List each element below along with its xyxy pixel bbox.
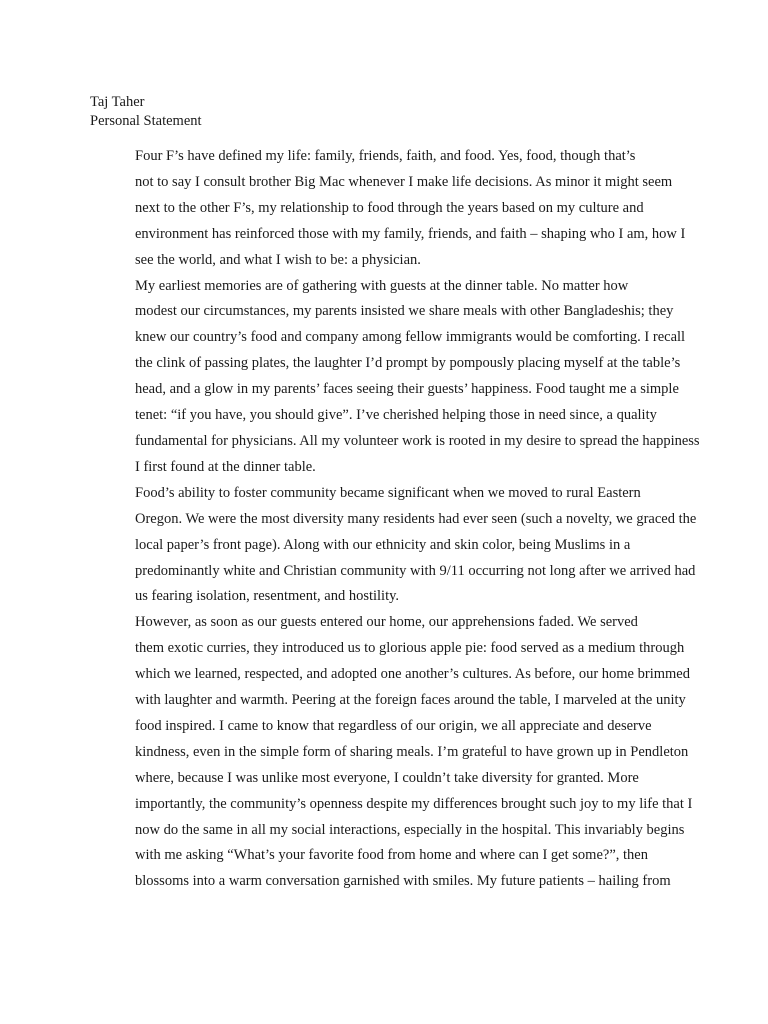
paragraph-line: us fearing isolation, resentment, and hostility. xyxy=(135,588,400,605)
paragraph-line: next to the other F’s, my relationship to food through the years based on my culture and xyxy=(135,199,644,216)
document-header xyxy=(90,93,690,131)
paragraph-line: food inspired. I came to know that regardless of our origin, we all appreciate and deserve xyxy=(135,717,652,734)
paragraph-4 xyxy=(90,610,700,895)
paragraph-line: I first found at the dinner table. xyxy=(135,458,316,475)
paragraph-line: now do the same in all my social interactions, especially in the hospital. This invariably begins xyxy=(135,821,685,838)
paragraph-line: tenet: “if you have, you should give”. I’ve cherished helping those in need since, a quality xyxy=(135,407,657,424)
paragraph-line: predominantly white and Christian community with 9/11 occurring not long after we arrived had xyxy=(135,562,696,579)
paragraph-line: However, as soon as our guests entered our home, our apprehensions faded. We served xyxy=(135,614,638,631)
paragraph-line: modest our circumstances, my parents insisted we share meals with other Bangladeshis; they xyxy=(135,303,674,320)
paragraph-1 xyxy=(90,144,700,274)
paragraph-line: fundamental for physicians. All my volunteer work is rooted in my desire to spread the happiness xyxy=(135,432,700,449)
paragraph-line: environment has reinforced those with my family, friends, and faith – shaping who I am, how I xyxy=(135,225,686,242)
paragraph-line: see the world, and what I wish to be: a physician. xyxy=(135,251,421,268)
paragraph-line: head, and a glow in my parents’ faces seeing their guests’ happiness. Food taught me a simple xyxy=(135,381,679,398)
paragraph-line: local paper’s front page). Along with our ethnicity and skin color, being Muslims in a xyxy=(135,536,631,553)
paragraph-line: blossoms into a warm conversation garnished with smiles. My future patients – hailing from xyxy=(135,873,671,890)
paragraph-line: importantly, the community’s openness despite my differences brought such joy to my life that I xyxy=(135,795,693,812)
paragraph-line: with laughter and warmth. Peering at the foreign faces around the table, I marveled at the unity xyxy=(135,692,686,709)
paragraph-line: with me asking “What’s your favorite food from home and where can I get some?”, then xyxy=(135,847,648,864)
paragraph-line: Oregon. We were the most diversity many residents had ever seen (such a novelty, we graced the xyxy=(135,510,697,527)
document-title: Personal Statement xyxy=(90,113,202,129)
author-name: Taj Taher xyxy=(90,94,145,110)
paragraph-2 xyxy=(90,274,700,481)
paragraph-line: where, because I was unlike most everyone, I couldn’t take diversity for granted. More xyxy=(135,769,639,786)
paragraph-line: not to say I consult brother Big Mac whenever I make life decisions. As minor it might seem xyxy=(135,173,673,190)
paragraph-line: Four F’s have defined my life: family, friends, faith, and food. Yes, food, though that’s xyxy=(135,148,636,164)
document-body xyxy=(90,144,700,895)
paragraph-line: My earliest memories are of gathering with guests at the dinner table. No matter how xyxy=(135,277,629,294)
paragraph-line: kindness, even in the simple form of sharing meals. I’m grateful to have grown up in Pendleton xyxy=(135,743,689,760)
paragraph-line: the clink of passing plates, the laughter I’d prompt by pompously placing myself at the table’s xyxy=(135,355,681,372)
paragraph-line: Food’s ability to foster community became significant when we moved to rural Eastern xyxy=(135,484,641,501)
paragraph-3 xyxy=(90,481,700,611)
paragraph-line: which we learned, respected, and adopted one another’s cultures. As before, our home brimmed xyxy=(135,666,690,683)
paragraph-line: knew our country’s food and company among fellow immigrants would be comforting. I recall xyxy=(135,329,686,346)
paragraph-line: them exotic curries, they introduced us to glorious apple pie: food served as a medium through xyxy=(135,640,685,657)
